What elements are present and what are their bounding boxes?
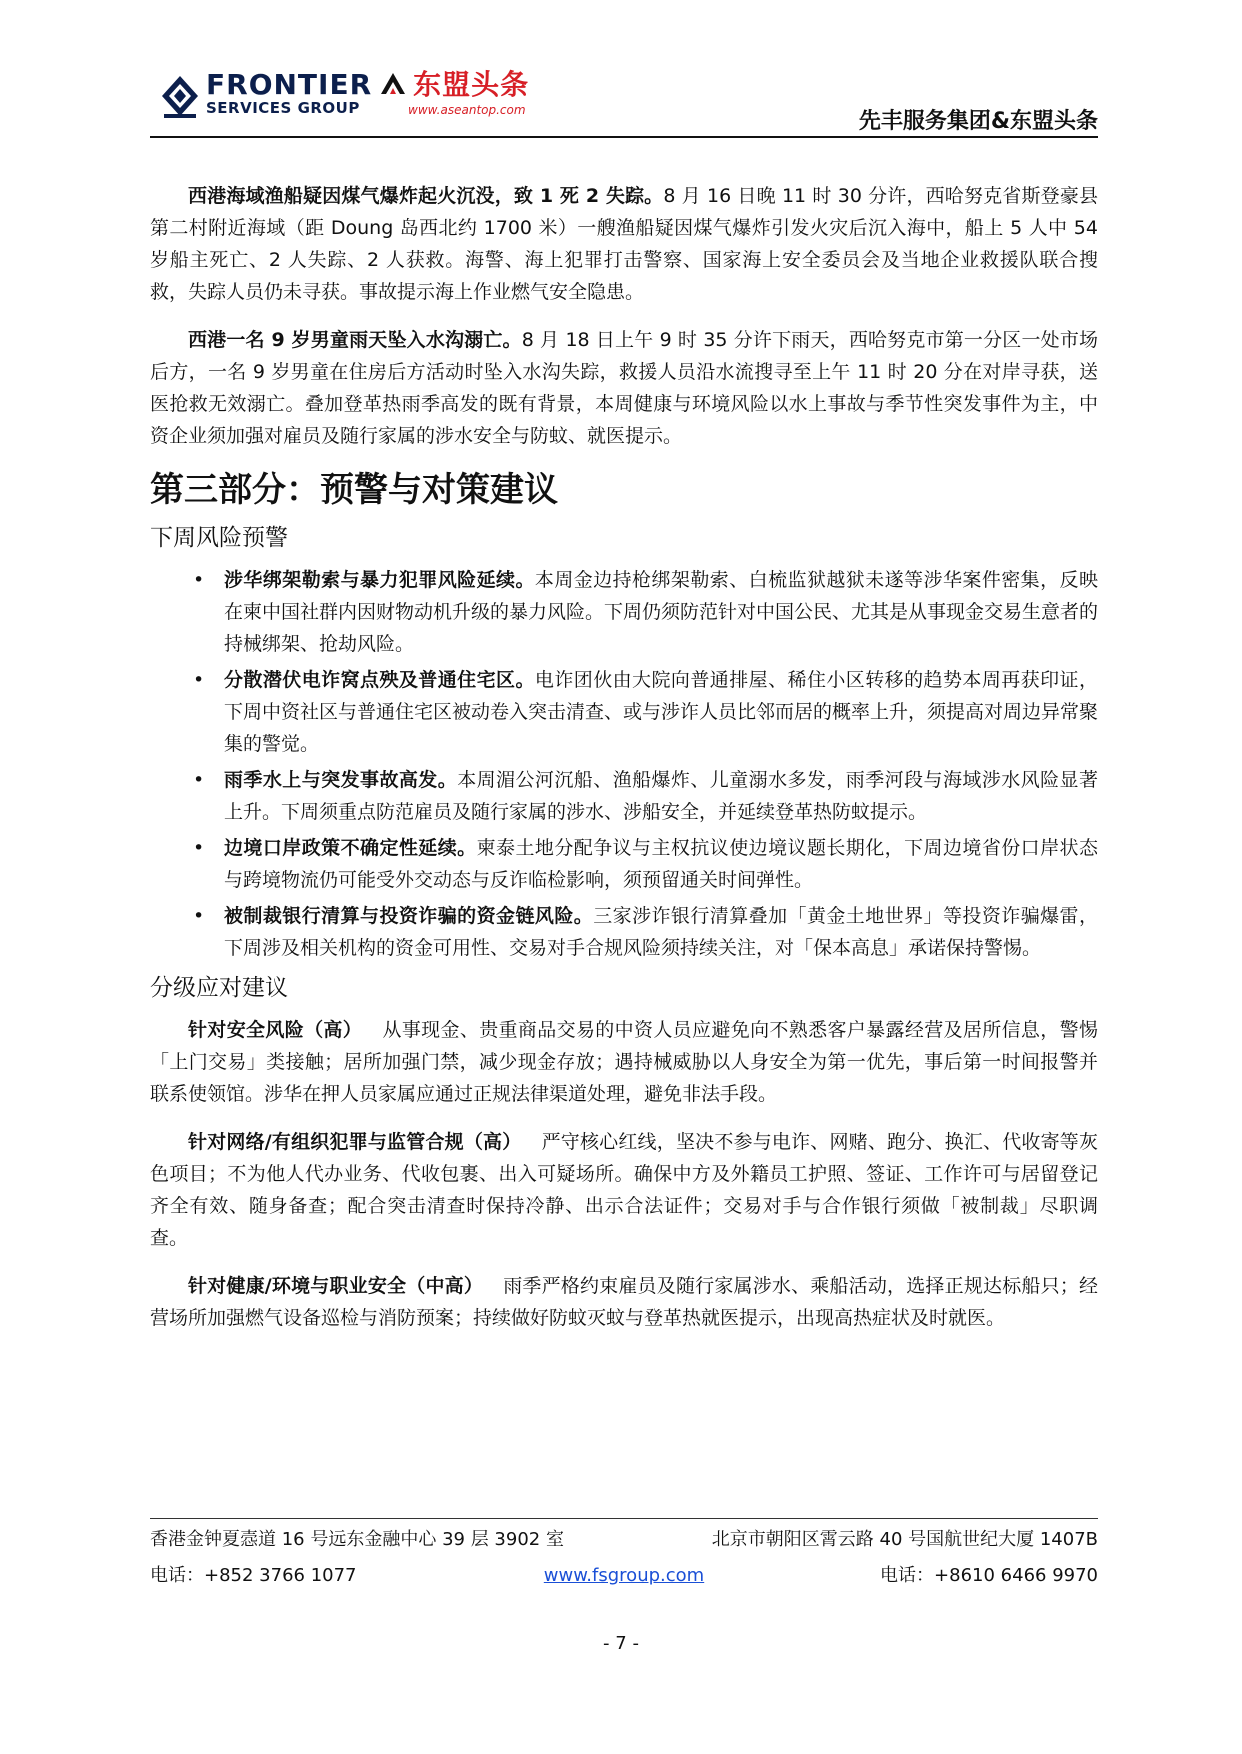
advice-lead: 针对健康/环境与职业安全（中高） — [188, 1275, 484, 1297]
warning-item-lead: 雨季水上与突发事故高发。 — [224, 769, 458, 791]
warning-item-body: 三家涉诈银行清算叠加「黄金土地世界」等投资诈骗爆雷，下周涉及相关机构的资金可用性、交易对手合规风险须持续关注，对「保本高息」承诺保持警惕。 — [224, 905, 1098, 959]
warning-item-lead: 边境口岸政策不确定性延续。 — [224, 837, 477, 859]
advice-paragraph — [150, 1014, 1098, 1110]
bullet-icon: • — [193, 569, 205, 591]
advice-subtitle: 分级应对建议 — [150, 975, 288, 1001]
advice-paragraph — [150, 1270, 1098, 1334]
page-header — [150, 60, 1098, 140]
footer-website-link[interactable]: www.fsgroup.com — [543, 1565, 705, 1586]
fsg-wordmark — [206, 68, 373, 117]
asean-mark-icon — [378, 70, 408, 96]
fsg-logo-icon — [160, 74, 200, 120]
warning-item — [150, 764, 1098, 828]
bullet-icon: • — [193, 769, 205, 791]
bullet-icon: • — [193, 905, 205, 927]
bullet-icon: • — [193, 669, 205, 691]
news-paragraph-body: 8 月 18 日上午 9 时 35 分许下雨天，西哈努克市第一分区一处市场后方，一名 9 岁男童在住房后方活动时坠入水沟失踪，救援人员沿水流搜寻至上午 11 时 20 分在对岸寻获，送医抢救无效溺亡。叠加登革热雨季高发的既有背景，本周健康与环境风险以水上事故与季节性突发事件为主，中资企业须加强对雇员及随行家属的涉水安全与防蚊、就医提示。 — [150, 329, 1099, 447]
footer-bj-phone: 电话：+8610 6466 9970 — [880, 1565, 1098, 1586]
asean-url: www.aseantop.com — [408, 103, 526, 117]
news-paragraph-lead: 西港一名 9 岁男童雨天坠入水沟溺亡。 — [188, 329, 522, 351]
advice-body: 从事现金、贵重商品交易的中资人员应避免向不熟悉客户暴露经营及居所信息，警惕「上门交易」类接触；居所加强门禁，减少现金存放；遇持械威胁以人身安全为第一优先，事后第一时间报警并联系使领馆。涉华在押人员家属应通过正规法律渠道处理，避免非法手段。 — [150, 1019, 1098, 1105]
section-title: 第三部分：预警与对策建议 — [150, 470, 558, 510]
page-number: - 7 - — [603, 1633, 639, 1654]
footer-bj-address: 北京市朝阳区霄云路 40 号国航世纪大厦 1407B — [711, 1529, 1098, 1550]
warning-item — [150, 832, 1098, 896]
warning-item-body: 本周金边持枪绑架勒索、白梳监狱越狱未遂等涉华案件密集，反映在柬中国社群内因财物动机升级的暴力风险。下周仍须防范针对中国公民、尤其是从事现金交易生意者的持械绑架、抢劫风险。 — [224, 569, 1099, 655]
footer-hk-address: 香港金钟夏悫道 16 号远东金融中心 39 层 3902 室 — [150, 1529, 564, 1550]
advice-lead: 针对网络/有组织犯罪与监管合规（高） — [188, 1131, 522, 1153]
news-paragraph-lead: 西港海域渔船疑因煤气爆炸起火沉没，致 1 死 2 失踪。 — [188, 185, 664, 207]
advice-body: 严守核心红线，坚决不参与电诈、网赌、跑分、换汇、代收寄等灰色项目；不为他人代办业务、代收包裹、出入可疑场所。确保中方及外籍员工护照、签证、工作许可与居留登记齐全有效、随身备查；配合突击清查时保持冷静、出示合法证件；交易对手与合作银行须做「被制裁」尽职调查。 — [150, 1131, 1098, 1249]
warning-item — [150, 664, 1098, 760]
warning-item — [150, 564, 1098, 660]
advice-body: 雨季严格约束雇员及随行家属涉水、乘船活动，选择正规达标船只；经营场所加强燃气设备巡检与消防预案；持续做好防蚊灭蚊与登革热就医提示，出现高热症状及时就医。 — [150, 1275, 1098, 1329]
asean-name: 东盟头条 — [413, 68, 530, 101]
fsg-wordmark-line1: FRONTIER — [206, 68, 373, 101]
footer-divider — [150, 1518, 1098, 1519]
fsg-wordmark-line2: SERVICES GROUP — [206, 99, 360, 117]
news-paragraph-body: 8 月 16 日晚 11 时 30 分许，西哈努克省斯登豪县第二村附近海域（距 Doung 岛西北约 1700 米）一艘渔船疑因煤气爆炸引发火灾后沉入海中，船上 5 人中 54 岁船主死亡、2 人失踪、2 人获救。海警、海上犯罪打击警察、国家海上安全委员会及当地企业救援队联合搜救，失踪人员仍未寻获。事故提示海上作业燃气安全隐患。 — [150, 185, 1098, 303]
header-title: 先丰服务集团&东盟头条 — [858, 109, 1098, 134]
bullet-icon: • — [193, 837, 205, 859]
warning-item-body: 柬泰土地分配争议与主权抗议使边境议题长期化，下周边境省份口岸状态与跨境物流仍可能受外交动态与反诈临检影响，须预留通关时间弹性。 — [224, 837, 1098, 891]
advice-lead: 针对安全风险（高） — [188, 1019, 363, 1041]
warning-list — [150, 564, 1098, 964]
warning-item-body: 电诈团伙由大院向普通排屋、稀住小区转移的趋势本周再获印证，下周中资社区与普通住宅区被动卷入突击清查、或与涉诈人员比邻而居的概率上升，须提高对周边异常聚集的警觉。 — [224, 669, 1099, 755]
news-paragraph — [150, 324, 1098, 452]
header-divider — [150, 136, 1098, 138]
page-content — [150, 180, 1098, 1350]
footer-hk-phone: 电话：+852 3766 1077 — [150, 1565, 357, 1586]
warning-subtitle: 下周风险预警 — [150, 525, 288, 551]
advice-paragraph — [150, 1126, 1098, 1254]
warning-item-body: 本周湄公河沉船、渔船爆炸、儿童溺水多发，雨季河段与海域涉水风险显著上升。下周须重点防范雇员及随行家属的涉水、涉船安全，并延续登革热防蚊提示。 — [224, 769, 1098, 823]
asean-logo — [378, 68, 530, 117]
warning-item-lead: 分散潜伏电诈窝点殃及普通住宅区。 — [224, 669, 535, 691]
news-paragraph — [150, 180, 1098, 308]
warning-item — [150, 900, 1098, 964]
warning-item-lead: 被制裁银行清算与投资诈骗的资金链风险。 — [224, 905, 594, 927]
warning-item-lead: 涉华绑架勒索与暴力犯罪风险延续。 — [224, 569, 535, 591]
